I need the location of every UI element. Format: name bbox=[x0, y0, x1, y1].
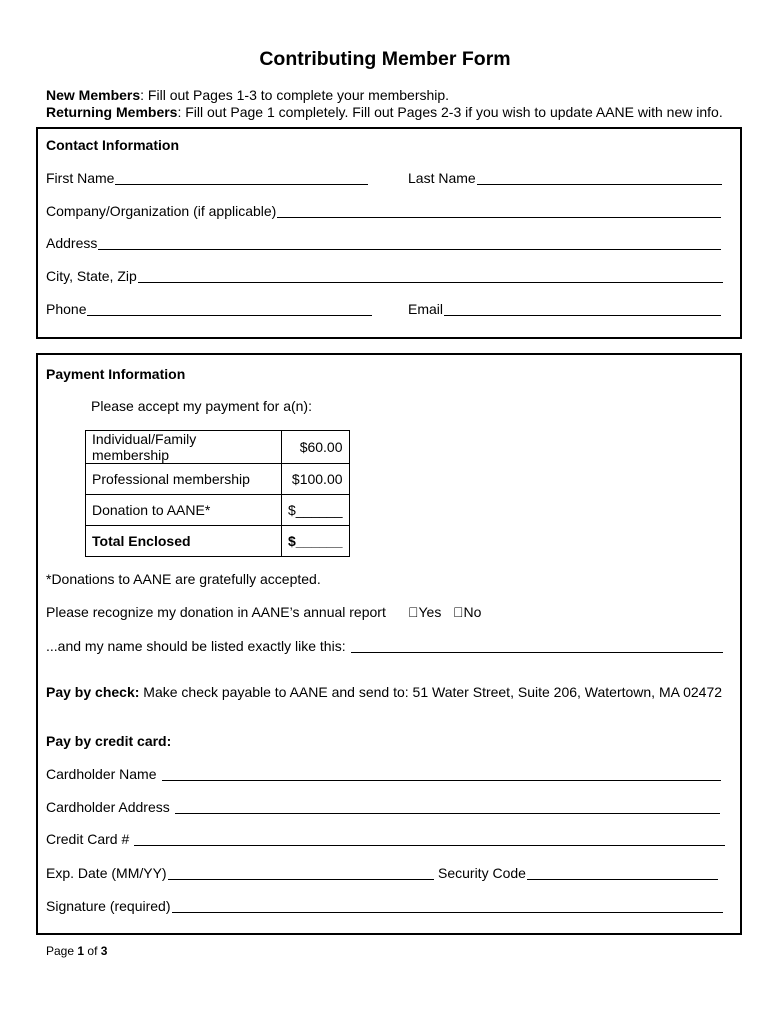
payment-item: Professional membership bbox=[86, 464, 282, 495]
new-members-label: New Members bbox=[46, 87, 141, 103]
of-word: of bbox=[87, 944, 98, 958]
signature-label: Signature (required) bbox=[46, 898, 171, 914]
phone-field[interactable] bbox=[46, 299, 372, 317]
company-label: Company/Organization (if applicable) bbox=[46, 203, 277, 219]
company-line[interactable] bbox=[277, 204, 721, 218]
name-listed-field[interactable] bbox=[46, 636, 723, 654]
page-number: 1 bbox=[77, 944, 85, 958]
intro-new-members bbox=[46, 87, 449, 103]
company-field[interactable] bbox=[46, 201, 721, 219]
name-listed-line[interactable] bbox=[351, 639, 723, 653]
credit-card-line[interactable] bbox=[134, 832, 725, 846]
exp-date-label: Exp. Date (MM/YY) bbox=[46, 865, 167, 881]
cardholder-address-line[interactable] bbox=[175, 800, 720, 814]
last-name-field[interactable] bbox=[408, 168, 722, 186]
first-name-line[interactable] bbox=[115, 171, 368, 185]
returning-members-label: Returning Members bbox=[46, 104, 178, 120]
last-name-label: Last Name bbox=[408, 170, 476, 186]
returning-members-text: : Fill out Page 1 completely. Fill out Pages 2-3 if you wish to update AANE with new info. bbox=[177, 104, 723, 120]
pay-by-check-text: Make check payable to AANE and send to: 51 Water Street, Suite 206, Watertown, MA 02472 bbox=[139, 684, 723, 700]
yes-checkbox[interactable]: Yes bbox=[408, 604, 431, 620]
payment-information-heading: Payment Information bbox=[46, 366, 186, 382]
payment-amount: $100.00 bbox=[282, 464, 350, 495]
pay-by-check bbox=[46, 684, 722, 700]
new-members-text: : Fill out Pages 1-3 to complete your membership. bbox=[140, 87, 450, 103]
signature-field[interactable] bbox=[46, 896, 723, 914]
cardholder-name-label: Cardholder Name bbox=[46, 766, 157, 782]
payment-item: Donation to AANE* bbox=[86, 495, 282, 526]
pay-by-credit-card-label: Pay by credit card: bbox=[46, 733, 172, 749]
email-field[interactable] bbox=[408, 299, 721, 317]
security-code-line[interactable] bbox=[527, 866, 718, 880]
total-pages: 3 bbox=[100, 944, 108, 958]
city-state-zip-label: City, State, Zip bbox=[46, 268, 137, 284]
pay-by-check-label: Pay by check: bbox=[46, 684, 140, 700]
cardholder-address-field[interactable] bbox=[46, 797, 720, 815]
form-title: Contributing Member Form bbox=[259, 48, 511, 70]
donation-note: *Donations to AANE are gratefully accepted. bbox=[46, 571, 321, 587]
recognize-question: Please recognize my donation in AANE’s annual report bbox=[46, 604, 386, 620]
table-row bbox=[86, 431, 350, 464]
phone-line[interactable] bbox=[87, 302, 372, 316]
address-label: Address bbox=[46, 235, 98, 251]
pay-by-credit-card-heading bbox=[46, 733, 171, 749]
intro-returning-members bbox=[46, 104, 723, 120]
security-code-label: Security Code bbox=[438, 865, 526, 881]
last-name-line[interactable] bbox=[477, 171, 722, 185]
table-row bbox=[86, 464, 350, 495]
donation-amount-field[interactable]: $______ bbox=[282, 495, 350, 526]
email-label: Email bbox=[408, 301, 444, 317]
name-listed-label: ...and my name should be listed exactly like this: bbox=[46, 638, 346, 654]
address-field[interactable] bbox=[46, 233, 721, 251]
credit-card-label: Credit Card # bbox=[46, 831, 130, 847]
first-name-label: First Name bbox=[46, 170, 115, 186]
security-code-field[interactable] bbox=[438, 863, 718, 881]
total-enclosed-field[interactable]: $______ bbox=[282, 526, 350, 557]
payment-amount: $60.00 bbox=[282, 431, 350, 464]
city-state-zip-field[interactable] bbox=[46, 266, 723, 284]
exp-date-line[interactable] bbox=[168, 866, 434, 880]
phone-label: Phone bbox=[46, 301, 87, 317]
page-footer bbox=[46, 944, 107, 958]
page-word: Page bbox=[46, 944, 75, 958]
table-row bbox=[86, 495, 350, 526]
table-row bbox=[86, 526, 350, 557]
payment-item: Total Enclosed bbox=[86, 526, 282, 557]
credit-card-field[interactable] bbox=[46, 829, 725, 847]
payment-table bbox=[85, 430, 350, 557]
email-line[interactable] bbox=[444, 302, 721, 316]
first-name-field[interactable] bbox=[46, 168, 368, 186]
address-line[interactable] bbox=[98, 236, 721, 250]
exp-date-field[interactable] bbox=[46, 863, 434, 881]
payment-prompt: Please accept my payment for a(n): bbox=[91, 398, 312, 414]
cardholder-name-field[interactable] bbox=[46, 764, 721, 782]
city-state-zip-line[interactable] bbox=[138, 269, 723, 283]
payment-item: Individual/Family membership bbox=[86, 431, 282, 464]
no-checkbox[interactable]: No bbox=[453, 604, 471, 620]
contact-information-heading: Contact Information bbox=[46, 137, 179, 153]
cardholder-name-line[interactable] bbox=[162, 767, 722, 781]
signature-line[interactable] bbox=[172, 899, 723, 913]
cardholder-address-label: Cardholder Address bbox=[46, 799, 170, 815]
